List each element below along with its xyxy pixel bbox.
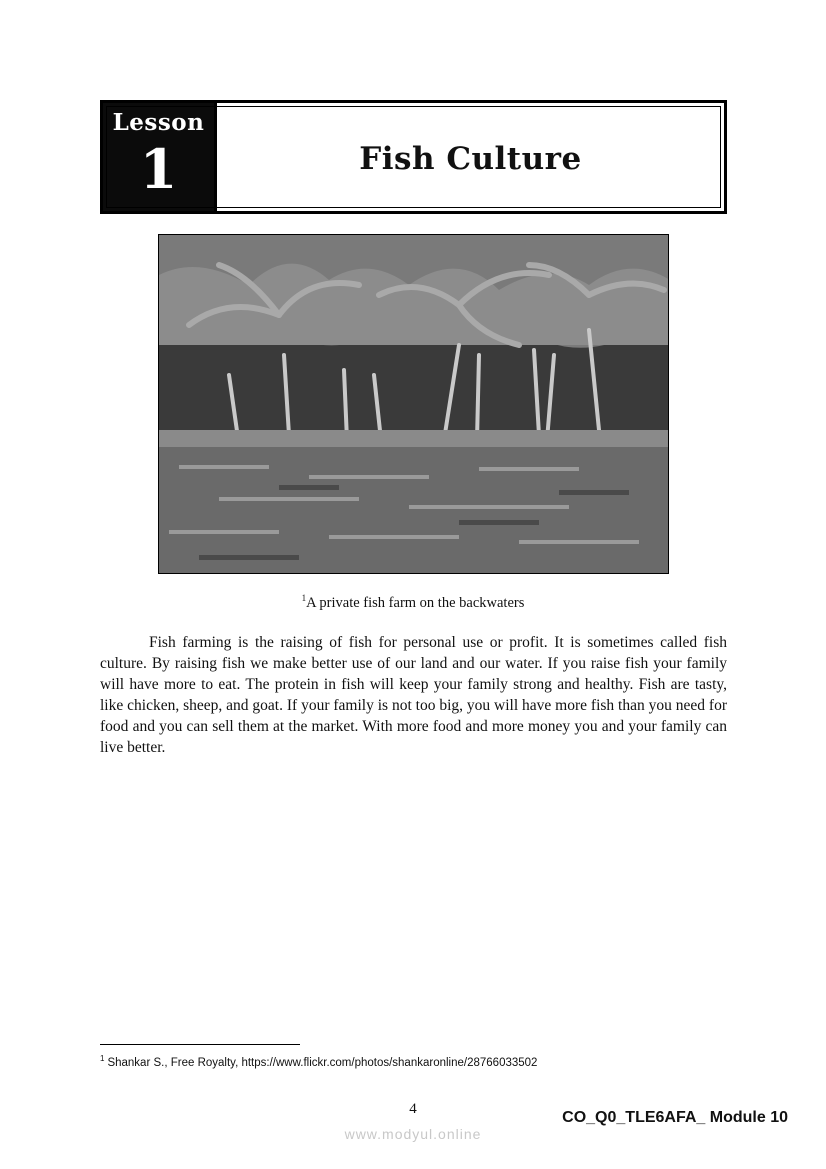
fish-farm-photo-illustration (159, 235, 669, 574)
footnote (100, 1054, 720, 1069)
footnote-number: 1 (100, 1054, 105, 1063)
caption-text: A private fish farm on the backwaters (306, 594, 525, 611)
lesson-badge (103, 103, 217, 211)
fish-farm-photo (158, 234, 669, 574)
watermark: www.modyul.online (344, 1126, 482, 1142)
body-paragraph: Fish farming is the raising of fish for personal use or profit. It is sometimes called fish culture. By raising fish we make better use of our land and our water. If you raise fish your family will have more to eat. The protein in fish will keep your family strong and healthy. Fish are tasty, like chicken, sheep, and goat. If your family is not too big, you will have more fish than you need for food and you can sell them at the market. With more food and more money you and your family can live better. (100, 634, 727, 756)
footnote-text: Shankar S., Free Royalty, https://www.flickr.com/photos/shankaronline/28766033502 (107, 1056, 538, 1069)
lesson-title: Fish Culture (359, 141, 582, 177)
page-number: 4 (409, 1101, 417, 1117)
lesson-title-box (217, 103, 724, 211)
caption-footnote-ref: 1 (301, 593, 307, 603)
module-code: CO_Q0_TLE6AFA_ Module 10 (562, 1109, 788, 1126)
lesson-header (100, 100, 727, 214)
figure-caption (0, 593, 826, 612)
lesson-number: 1 (139, 137, 178, 201)
lesson-label: Lesson (112, 109, 205, 136)
footnote-divider (100, 1044, 300, 1045)
